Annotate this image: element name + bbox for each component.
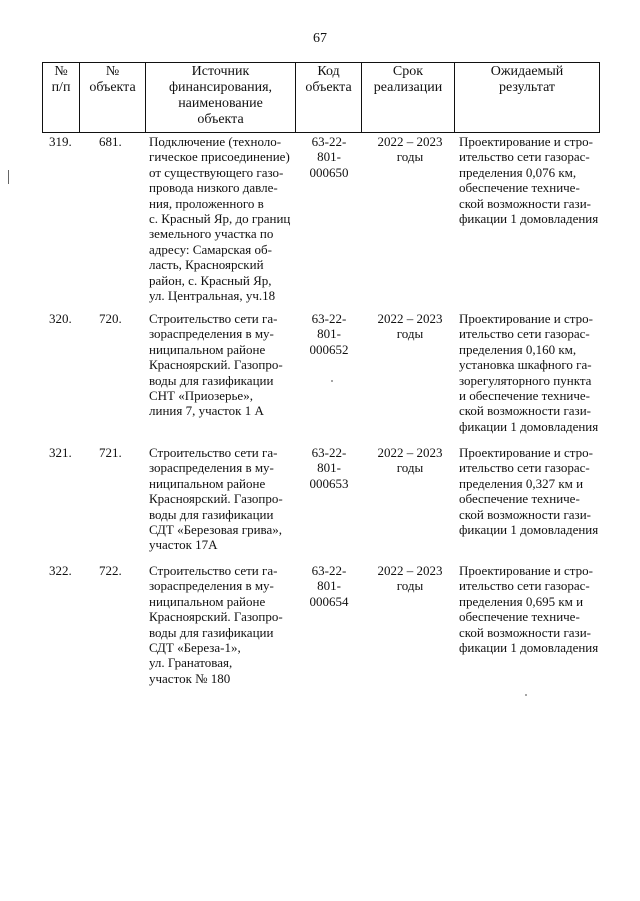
- object-number: 681.: [99, 134, 122, 149]
- row-number: 319.: [49, 134, 72, 149]
- scan-speck: [331, 380, 333, 382]
- source-description: Подключение (техноло- гическое присоединение) от существующего газо- провода низкого давле- ния, проложенного в с. Красный Яр, до границ земельного участка по адресу: Самарская об- ласть, Красноярский район, с. Красный Яр, ул. Центральная, уч.18: [149, 134, 291, 304]
- implementation-term: 2022 – 2023 годы: [377, 311, 443, 342]
- object-number: 721.: [99, 445, 122, 460]
- expected-result: Проектирование и стро- ительство сети газорас- пределения 0,160 км, установка шкафного га- зорегуляторного пункта и обеспечение техниче- ской возможности гази- фикации 1 домовладения: [459, 311, 599, 434]
- header-object-number: № объекта: [89, 64, 136, 95]
- implementation-term: 2022 – 2023 годы: [377, 445, 443, 476]
- header-source: Источник финансирования, наименование объекта: [168, 64, 273, 127]
- source-description: Строительство сети га- зораспределения в му- ниципальном районе Красноярский. Газопро- воды для газификации СДТ «Береза-1», ул. Гранатовая, участок № 180: [149, 563, 283, 686]
- object-code: 63-22- 801- 000654: [309, 563, 349, 609]
- row-number: 320.: [49, 311, 72, 326]
- page-number: 67: [313, 31, 327, 46]
- header-num: № п/п: [51, 64, 71, 95]
- table-header: [42, 62, 600, 133]
- scan-speck: [525, 694, 527, 696]
- row-number: 321.: [49, 445, 72, 460]
- object-code: 63-22- 801- 000650: [309, 134, 349, 180]
- expected-result: Проектирование и стро- ительство сети газорас- пределения 0,076 км, обеспечение техниче- ской возможности гази- фикации 1 домовладения: [459, 134, 599, 227]
- header-result: Ожидаемый результат: [490, 64, 564, 95]
- expected-result: Проектирование и стро- ительство сети газорас- пределения 0,695 км и обеспечение техниче- ской возможности гази- фикации 1 домовладения: [459, 563, 599, 656]
- source-description: Строительство сети га- зораспределения в му- ниципальном районе Красноярский. Газопро- воды для газификации СДТ «Березовая грива», участок 17А: [149, 445, 283, 553]
- column-divider: [599, 62, 600, 133]
- object-code: 63-22- 801- 000652: [309, 311, 349, 357]
- header-term: Срок реализации: [373, 64, 443, 95]
- scan-margin-mark: [8, 170, 9, 184]
- source-description: Строительство сети га- зораспределения в му- ниципальном районе Красноярский. Газопро- воды для газификации СНТ «Приозерье», линия 7, участок 1 А: [149, 311, 283, 419]
- object-number: 722.: [99, 563, 122, 578]
- header-code: Код объекта: [305, 64, 352, 95]
- row-number: 322.: [49, 563, 72, 578]
- implementation-term: 2022 – 2023 годы: [377, 134, 443, 165]
- object-code: 63-22- 801- 000653: [309, 445, 349, 491]
- implementation-term: 2022 – 2023 годы: [377, 563, 443, 594]
- expected-result: Проектирование и стро- ительство сети газорас- пределения 0,327 км и обеспечение техниче- ской возможности гази- фикации 1 домовладения: [459, 445, 599, 538]
- object-number: 720.: [99, 311, 122, 326]
